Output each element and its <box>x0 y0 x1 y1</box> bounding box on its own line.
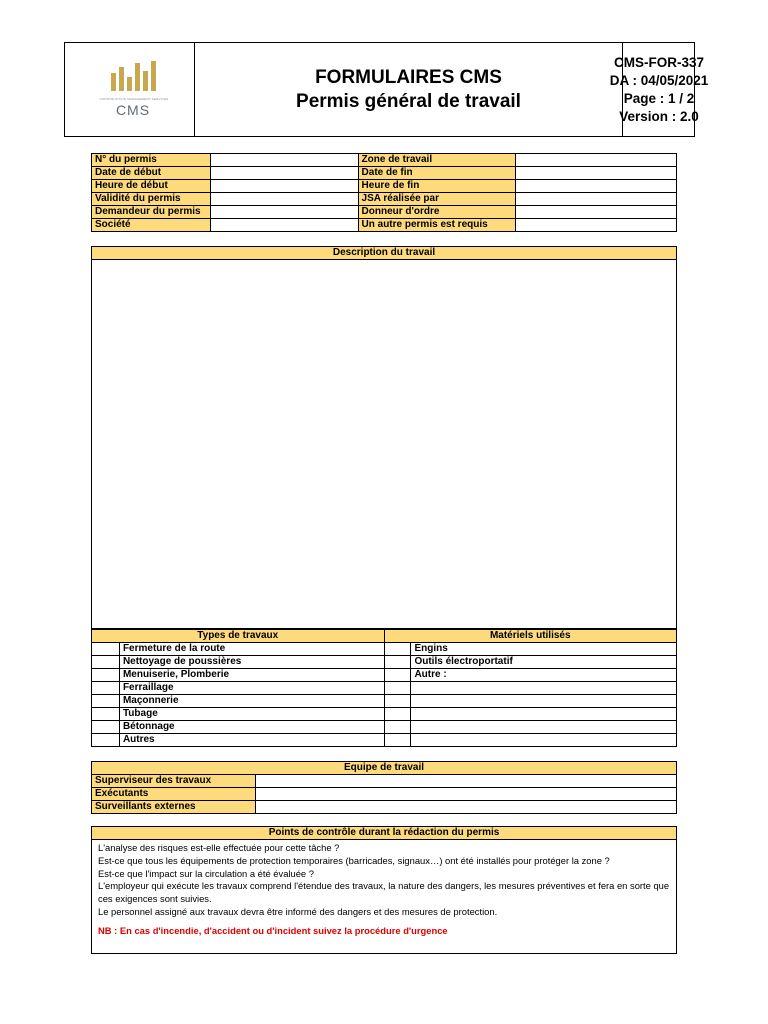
material-label: Engins <box>411 643 677 656</box>
work-type-label: Bétonnage <box>119 721 384 734</box>
team-row <box>92 775 677 788</box>
info-label: JSA réalisée par <box>358 193 516 206</box>
type-checkbox[interactable] <box>92 643 120 656</box>
checkpoints-header: Points de contrôle durant la rédaction du permis <box>92 827 676 840</box>
work-type-label: Tubage <box>119 708 384 721</box>
type-checkbox[interactable] <box>92 695 120 708</box>
works-row <box>92 656 677 669</box>
emergency-note: NB : En cas d'incendie, d'accident ou d'incident suivez la procédure d'urgence <box>98 924 448 936</box>
work-type-label: Fermeture de la route <box>119 643 384 656</box>
works-row <box>92 721 677 734</box>
team-header: Equipe de travail <box>92 762 677 775</box>
logo-text: CMS <box>115 102 151 118</box>
info-value-field[interactable] <box>516 154 677 167</box>
page-number: Page : 1 / 2 <box>623 90 695 106</box>
info-label: Heure de début <box>92 180 211 193</box>
info-value-field[interactable] <box>516 219 677 232</box>
material-checkbox[interactable] <box>384 643 411 656</box>
logo-bar <box>111 73 116 91</box>
work-type-label: Maçonnerie <box>119 695 384 708</box>
team-value-field[interactable] <box>255 801 676 814</box>
info-value-field[interactable] <box>516 206 677 219</box>
material-checkbox[interactable] <box>384 734 411 747</box>
material-checkbox[interactable] <box>384 721 411 734</box>
info-row <box>92 154 677 167</box>
type-checkbox[interactable] <box>92 669 120 682</box>
team-table <box>91 761 677 814</box>
checkpoint-line: L'analyse des risques est-elle effectuée pour cette tâche ? <box>98 842 340 853</box>
material-checkbox[interactable] <box>384 669 411 682</box>
info-row <box>92 206 677 219</box>
logo-cell <box>65 43 195 136</box>
permit-info-table <box>91 153 677 232</box>
info-label: Société <box>92 219 211 232</box>
material-checkbox[interactable] <box>384 682 411 695</box>
info-value-field[interactable] <box>210 180 358 193</box>
document-code-cell <box>609 43 709 136</box>
work-type-label: Nettoyage de poussières <box>119 656 384 669</box>
type-checkbox[interactable] <box>92 708 120 721</box>
work-type-label: Autres <box>119 734 384 747</box>
info-value-field[interactable] <box>516 167 677 180</box>
info-value-field[interactable] <box>210 193 358 206</box>
team-row <box>92 801 677 814</box>
info-value-field[interactable] <box>516 180 677 193</box>
material-label: Outils électroportatif <box>411 656 677 669</box>
checkpoint-line: Est-ce que tous les équipements de protection temporaires (barricades, signaux…) ont été installés pour protéger la zone ? <box>98 854 610 866</box>
team-value-field[interactable] <box>255 788 676 801</box>
form-title: FORMULAIRES CMS <box>315 66 502 88</box>
material-label <box>411 708 677 721</box>
info-label: Date de début <box>92 167 211 180</box>
material-label <box>411 682 677 695</box>
logo-bar <box>127 77 132 91</box>
logo-subtitle: CONSTRUCTION MANAGEMENT SERVICES <box>99 97 169 101</box>
works-row <box>92 695 677 708</box>
checkpoints-body <box>92 840 676 940</box>
info-label: Zone de travail <box>358 154 516 167</box>
works-row <box>92 708 677 721</box>
logo-bar <box>135 63 140 91</box>
type-checkbox[interactable] <box>92 721 120 734</box>
materials-header: Matériels utilisés <box>384 630 676 643</box>
material-checkbox[interactable] <box>384 656 411 669</box>
logo-bar <box>151 61 156 91</box>
team-label: Superviseur des travaux <box>92 775 256 788</box>
team-label: Surveillants externes <box>92 801 256 814</box>
checkpoint-line: Est-ce que l'impact sur la circulation a été évaluée ? <box>98 867 314 879</box>
team-row <box>92 788 677 801</box>
material-checkbox[interactable] <box>384 695 411 708</box>
document-code: CMS-FOR-337 <box>614 54 705 70</box>
cms-logo <box>99 59 169 119</box>
material-label <box>411 721 677 734</box>
works-row <box>92 669 677 682</box>
info-value-field[interactable] <box>210 206 358 219</box>
logo-bar <box>143 71 148 91</box>
info-label: Date de fin <box>358 167 516 180</box>
material-label: Autre : <box>411 669 677 682</box>
document-header <box>64 42 709 137</box>
checkpoint-line: L'employeur qui exécute les travaux comprend l'étendue des travaux, la nature des dangers, les mesures préventives et fera en sorte que ces exigences sont suivies. <box>98 880 670 905</box>
works-row <box>92 682 677 695</box>
material-checkbox[interactable] <box>384 708 411 721</box>
info-label: Un autre permis est requis <box>358 219 516 232</box>
info-label: Demandeur du permis <box>92 206 211 219</box>
info-row <box>92 193 677 206</box>
description-field[interactable] <box>92 260 677 629</box>
work-type-label: Menuiserie, Plomberie <box>119 669 384 682</box>
document-date: DA : 04/05/2021 <box>609 72 709 88</box>
info-value-field[interactable] <box>210 219 358 232</box>
description-table <box>91 246 677 629</box>
team-label: Exécutants <box>92 788 256 801</box>
type-checkbox[interactable] <box>92 734 120 747</box>
info-row <box>92 180 677 193</box>
checkpoints-box <box>91 826 677 954</box>
info-value-field[interactable] <box>516 193 677 206</box>
info-label: Heure de fin <box>358 180 516 193</box>
info-row <box>92 167 677 180</box>
work-type-label: Ferraillage <box>119 682 384 695</box>
material-label <box>411 695 677 708</box>
info-label: Donneur d'ordre <box>358 206 516 219</box>
types-header: Types de travaux <box>92 630 385 643</box>
checkpoint-line: Le personnel assigné aux travaux devra être informé des dangers et des mesures de protection. <box>98 905 498 917</box>
info-value-field[interactable] <box>210 154 358 167</box>
form-subtitle: Permis général de travail <box>296 90 521 112</box>
info-row <box>92 219 677 232</box>
description-header: Description du travail <box>92 247 677 260</box>
team-value-field[interactable] <box>255 775 676 788</box>
works-table <box>91 629 677 747</box>
works-row <box>92 643 677 656</box>
logo-bar <box>119 67 124 91</box>
material-label <box>411 734 677 747</box>
info-label: Validité du permis <box>92 193 211 206</box>
document-version: Version : 2.0 <box>619 108 699 124</box>
title-cell <box>195 43 623 136</box>
type-checkbox[interactable] <box>92 656 120 669</box>
type-checkbox[interactable] <box>92 682 120 695</box>
works-row <box>92 734 677 747</box>
info-value-field[interactable] <box>210 167 358 180</box>
info-label: N° du permis <box>92 154 211 167</box>
